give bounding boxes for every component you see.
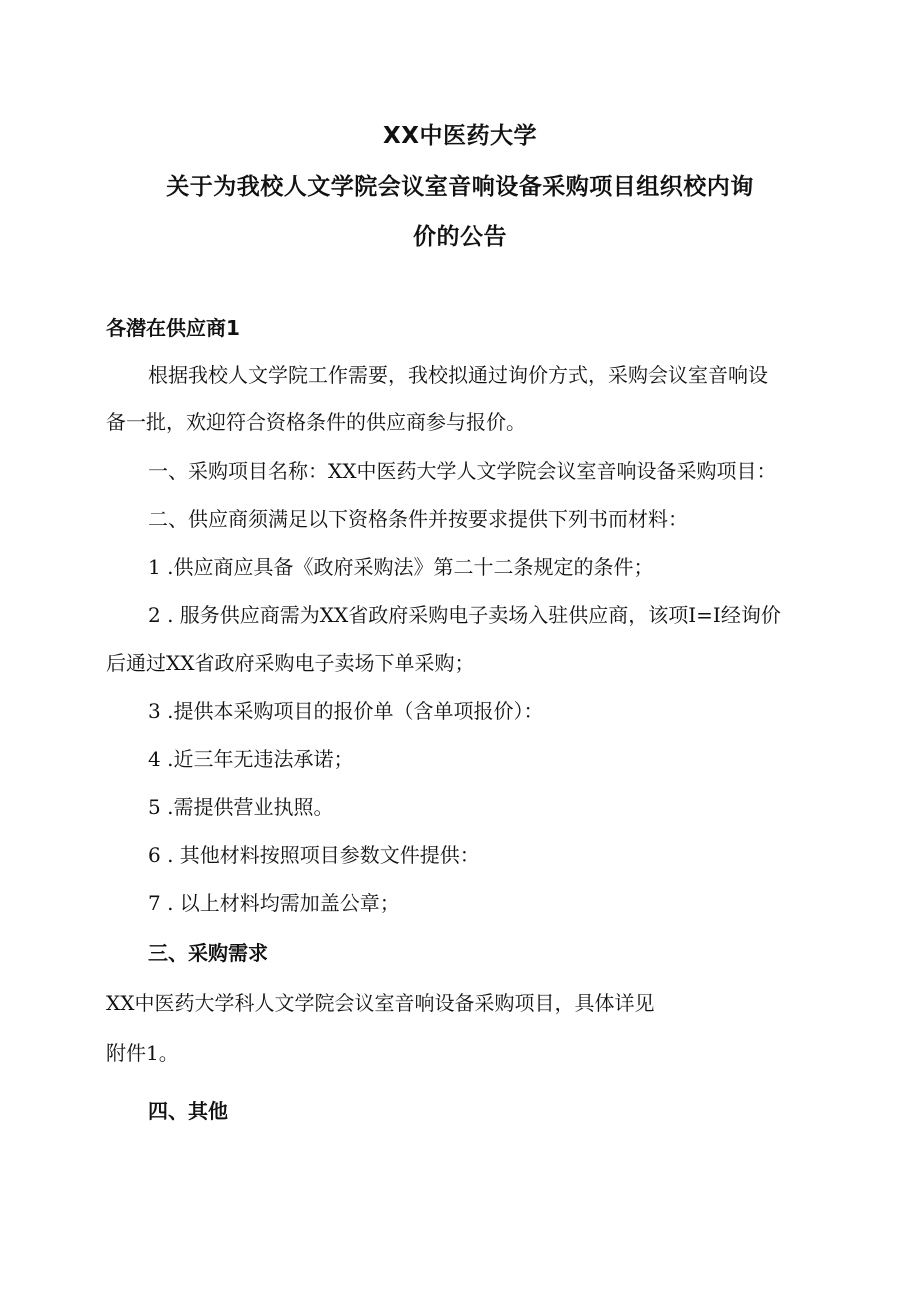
requirements-line1: XX中医药大学科人文学院会议室音响设备采购项目，具体详见 xyxy=(106,991,655,1015)
requirements-line2: 附件1。 xyxy=(106,1041,179,1065)
list-item: 7 . 以上材料均需加盖公章； xyxy=(148,891,400,915)
list-item: 4 .近三年无违法承诺； xyxy=(148,747,354,771)
list-item: 5 .需提供营业执照。 xyxy=(148,795,334,819)
title-university: XX中医药大学 xyxy=(383,123,537,149)
salutation: 各潜在供应商1 xyxy=(106,316,240,340)
list-item-continuation: 后通过XX省政府采购电子卖场下单采购； xyxy=(106,651,475,675)
intro-paragraph-line1: 根据我校人文学院工作需要，我校拟通过询价方式，采购会议室音响设 xyxy=(148,363,768,387)
list-item: 6 . 其他材料按照项目参数文件提供： xyxy=(148,843,480,867)
list-item: 3 .提供本采购项目的报价单（含单项报价）： xyxy=(148,699,544,723)
list-item: 1 .供应商应具备《政府采购法》第二十二条规定的条件； xyxy=(148,555,654,579)
title-announcement-cont: 价的公告 xyxy=(413,224,507,250)
list-item: 2 . 服务供应商需为XX省政府采购电子卖场入驻供应商，该项I=I经询价 xyxy=(148,603,781,627)
section-qualifications: 二、供应商须满足以下资格条件并按要求提供下列书而材料： xyxy=(148,507,688,531)
section-project-name: 一、采购项目名称：XX中医药大学人文学院会议室音响设备采购项目： xyxy=(148,459,777,483)
section-heading-requirements: 三、采购需求 xyxy=(148,941,268,965)
intro-paragraph-line2: 备一批，欢迎符合资格条件的供应商参与报价。 xyxy=(106,410,526,434)
title-announcement: 关于为我校人文学院会议室音响设备采购项目组织校内询 xyxy=(166,174,754,200)
section-heading-other: 四、其他 xyxy=(148,1099,228,1123)
